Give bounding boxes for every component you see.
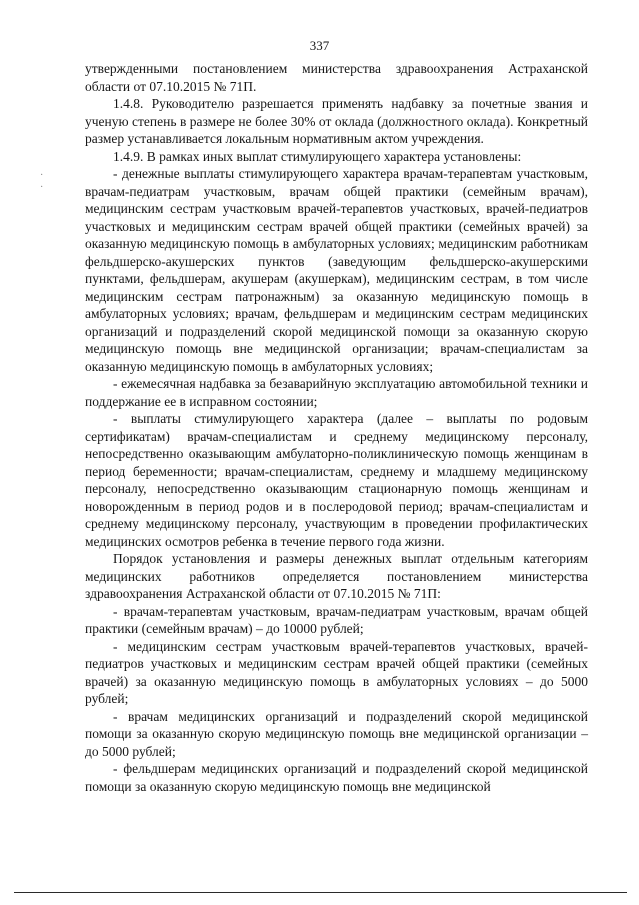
paragraph: - фельдшерам медицинских организаций и подразделений скорой медицинской помощи за оказанную скорую медицинскую помощь вне медицинской bbox=[85, 761, 588, 794]
document-body bbox=[85, 60, 588, 795]
paragraph: 1.4.8. Руководителю разрешается применять надбавку за почетные звания и ученую степень в размере не более 30% от оклада (должностного оклада). Конкретный размер устанавливается локальным нормативным актом учреждения. bbox=[85, 96, 588, 146]
scan-artifact-dots: · · bbox=[40, 170, 44, 193]
paragraph: 1.4.9. В рамках иных выплат стимулирующего характера установлены: bbox=[113, 148, 522, 164]
paragraph: - ежемесячная надбавка за безаварийную эксплуатацию автомобильной техники и поддержание ее в исправном состоянии; bbox=[85, 376, 588, 409]
paragraph: утвержденными постановлением министерства здравоохранения Астраханской области от 07.10.2015 № 71П. bbox=[85, 61, 588, 94]
paragraph: - выплаты стимулирующего характера (далее – выплаты по родовым сертификатам) врачам-специалистам и среднему медицинскому персоналу, непосредственно оказывающим амбулаторно-поликлиническую помощь женщинам в период беременности; врачам-специалистам, среднему и младшему медицинскому персоналу, непосредственно оказывающим стационарную помощь женщинам и новорожденным в период родов и в послеродовой период; врачам-специалистам и среднему медицинскому персоналу, участвующим в проведении профилактических медицинских осмотров ребенка в течение первого года жизни. bbox=[85, 411, 588, 549]
page-number: 337 bbox=[309, 38, 330, 53]
paragraph: - врачам-терапевтам участковым, врачам-педиатрам участковым, врачам общей практики (семейным врачам) – до 10000 рублей; bbox=[85, 603, 588, 636]
paragraph: - денежные выплаты стимулирующего характера врачам-терапевтам участковым, врачам-педиатрам участковым, врачам общей практики (семейным врачам), медицинским сестрам участковым врачей-терапевтов участковых, врачей-педиатров участковых и медицинским сестрам врачей общей практики (семейных врачей) за оказанную медицинскую помощь в амбулаторных условиях; медицинским работникам фельдшерско-акушерских пунктов (заведующим фельдшерско-акушерскими пунктами, фельдшерам, акушерам (акушеркам), медицинским сестрам, в том числе медицинским сестрам патронажным) за оказанную медицинскую помощь в амбулаторных условиях; врачам, фельдшерам и медицинским сестрам медицинских организаций и подразделений скорой медицинской помощи за оказанную скорую медицинскую помощь вне медицинской организации; врачам-специалистам за оказанную медицинскую помощь в амбулаторных условиях; bbox=[85, 166, 588, 374]
paragraph: - медицинским сестрам участковым врачей-терапевтов участковых, врачей-педиатров участковых и медицинским сестрам врачей общей практики (семейных врачей) за оказанную медицинскую помощь в амбулаторных условиях – до 5000 рублей; bbox=[85, 638, 588, 706]
bottom-divider bbox=[14, 892, 627, 893]
paragraph: Порядок установления и размеры денежных выплат отдельным категориям медицинских работников определяется постановлением министерства здравоохранения Астраханской области от 07.10.2015 № 71П: bbox=[85, 551, 588, 601]
paragraph: - врачам медицинских организаций и подразделений скорой медицинской помощи за оказанную скорую медицинскую помощь вне медицинской организации – до 5000 рублей; bbox=[85, 708, 588, 759]
